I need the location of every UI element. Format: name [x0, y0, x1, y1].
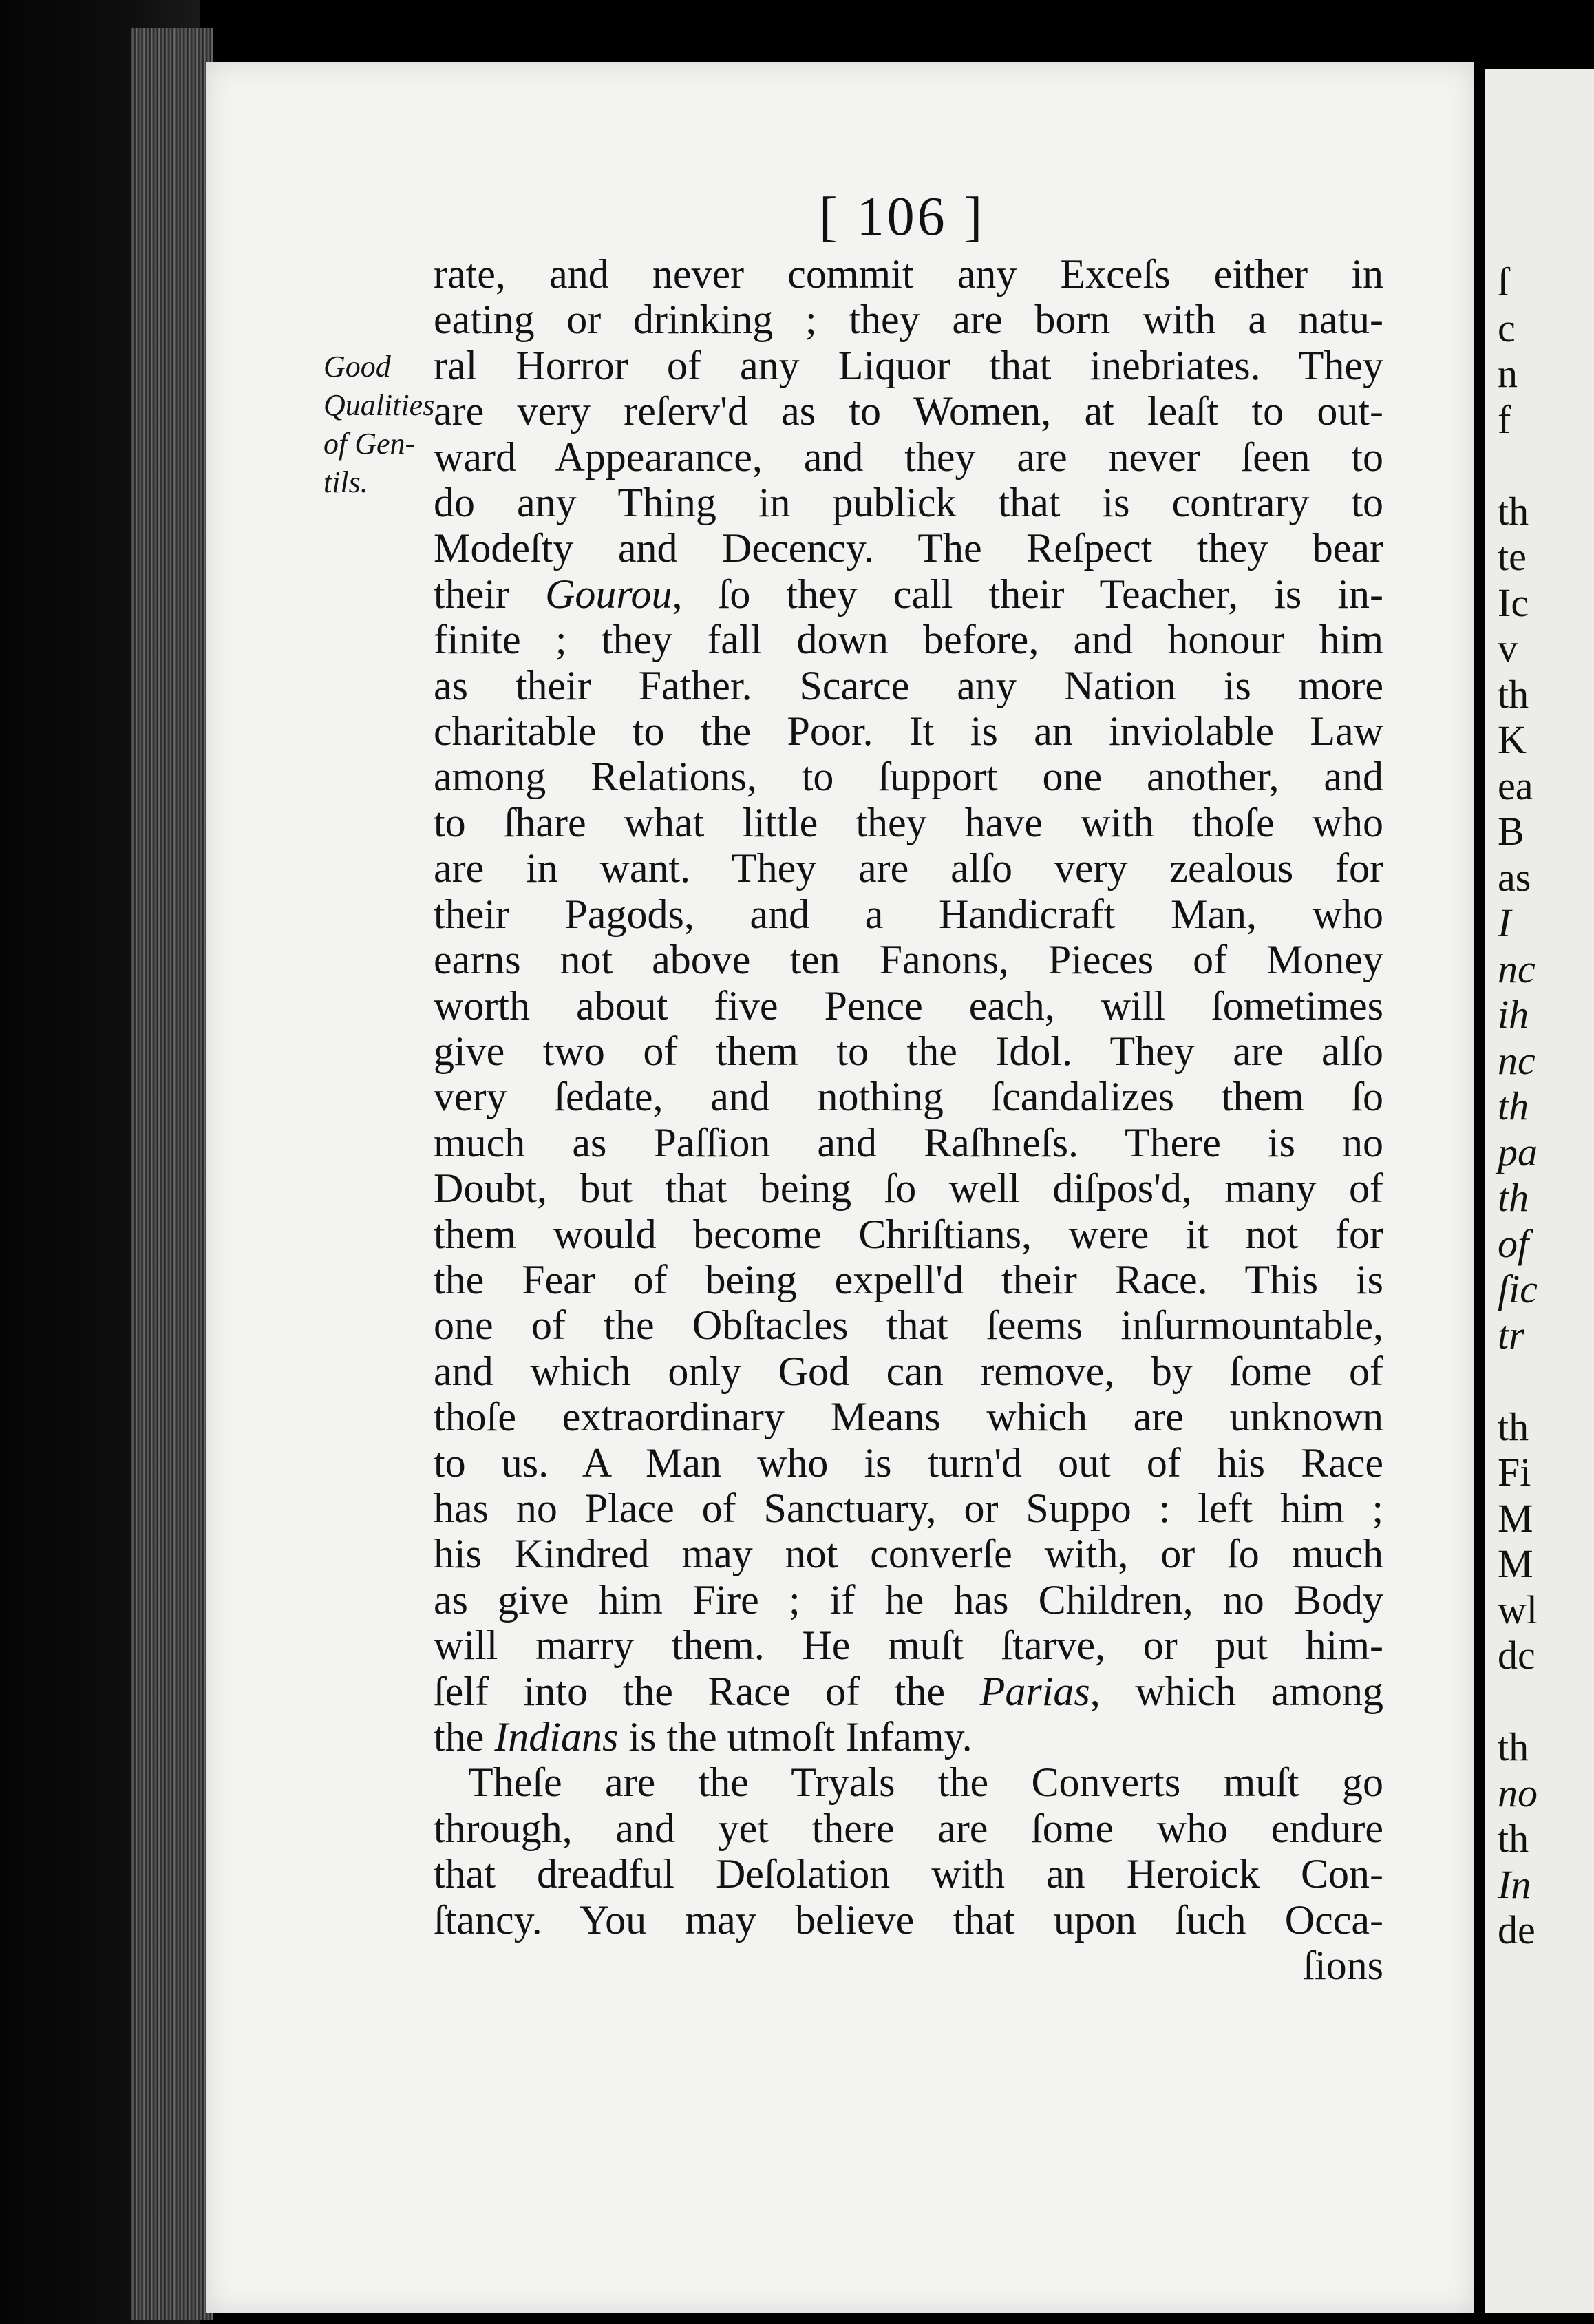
text-line: one of the Obſtacles that ſeems inſurmountable, [434, 1302, 1383, 1349]
facing-text-fragment: ſic [1498, 1267, 1538, 1311]
facing-text-fragment: I [1498, 900, 1511, 945]
facing-text-fragment: M [1498, 1495, 1533, 1541]
text-line: very ſedate, and nothing ſcandalizes them ſo [434, 1074, 1383, 1120]
text-line: their Pagods, and a Handicraft Man, who [434, 891, 1383, 937]
text-line: Doubt, but that being ſo well diſpos'd, many of [434, 1165, 1383, 1212]
text-line: their Gourou, ſo they call their Teacher, is in- [434, 571, 1384, 617]
page-gutter [1474, 0, 1485, 2324]
text-line: the Fear of being expell'd their Race. This is [434, 1256, 1383, 1302]
text-line: eating or drinking ; they are born with a natu- [434, 297, 1383, 343]
text-line: give two of them to the Idol. They are alſo [434, 1028, 1383, 1074]
text-line: worth about five Pence each, will ſometimes [434, 982, 1383, 1028]
facing-text-fragment: wl [1498, 1587, 1538, 1632]
facing-text-fragment: ſ [1498, 260, 1509, 304]
facing-text-fragment: B [1498, 809, 1524, 854]
bleed-through-text [296, 764, 303, 800]
text-line: as their Father. Scarce any Nation is more [434, 662, 1383, 708]
facing-text-fragment: dc [1498, 1633, 1535, 1678]
text-line: his Kindred may not converſe with, or ſo much [434, 1531, 1383, 1577]
text-line: among Relations, to ſupport one another, and [434, 754, 1383, 800]
text-line: the Indians is the utmoſt Infamy. [434, 1714, 973, 1760]
text-line: ſtancy. You may believe that upon ſuch Occa- [434, 1897, 1383, 1943]
text-line: to us. A Man who is turn'd out of his Race [434, 1439, 1383, 1486]
facing-text-fragment: no [1498, 1770, 1538, 1815]
text-line: ſions [1303, 1943, 1383, 1989]
facing-text-fragment: c [1498, 305, 1516, 350]
text-line: has no Place of Sanctuary, or Suppo : left him ; [434, 1485, 1383, 1531]
facing-text-fragment: th [1498, 1724, 1529, 1769]
facing-text-fragment: Fi [1498, 1450, 1531, 1494]
facing-page-fragment [1485, 69, 1594, 2313]
facing-text-fragment: pa [1498, 1129, 1538, 1174]
facing-text-fragment: ih [1498, 992, 1529, 1037]
text-line: will marry them. He muſt ſtarve, or put him- [434, 1623, 1383, 1669]
text-line: as give him Fire ; if he has Children, no Body [434, 1576, 1383, 1623]
text-line: and which only God can remove, by ſome of [434, 1348, 1383, 1394]
text-line: ral Horror of any Liquor that inebriates. They [434, 342, 1383, 388]
text-line: ward Appearance, and they are never ſeen to [434, 434, 1383, 480]
text-line: to ſhare what little they have with thoſe who [434, 799, 1383, 845]
facing-text-fragment: tr [1498, 1312, 1524, 1358]
text-line: them would become Chriſtians, were it not for [434, 1211, 1383, 1257]
facing-text-fragment: th [1498, 1175, 1529, 1220]
page-number: [ 106 ] [819, 187, 986, 247]
facing-text-fragment: n [1498, 351, 1518, 396]
text-line: much as Paſſion and Raſhneſs. There is no [434, 1119, 1383, 1165]
facing-text-fragment: th [1498, 488, 1529, 534]
facing-text-fragment: ea [1498, 763, 1533, 808]
margin-note-line: tils. [323, 465, 368, 499]
text-line: earns not above ten Fanons, Pieces of Money [434, 937, 1383, 983]
facing-text-fragment: v [1498, 626, 1518, 670]
text-line: are very reſerv'd as to Women, at leaſt to out- [434, 388, 1383, 434]
text-line: that dreadful Deſolation with an Heroick Con- [434, 1851, 1383, 1897]
facing-text-fragment: M [1498, 1541, 1533, 1586]
margin-note-line: of Gen- [323, 427, 416, 461]
facing-text-fragment: nc [1498, 1037, 1535, 1083]
facing-text-fragment: K [1498, 717, 1527, 762]
margin-note-line: Good [323, 350, 391, 383]
text-line: charitable to the Poor. It is an inviolable Law [434, 708, 1383, 754]
facing-text-fragment: as [1498, 854, 1531, 900]
text-line: finite ; they fall down before, and honour him [434, 617, 1383, 663]
text-line: thoſe extraordinary Means which are unknown [434, 1394, 1383, 1440]
facing-text-fragment: th [1498, 1816, 1529, 1861]
facing-text-fragment: th [1498, 671, 1529, 717]
facing-text-fragment: Ic [1498, 580, 1529, 625]
text-line: rate, and never commit any Exceſs either in [434, 251, 1383, 297]
facing-text-fragment: th [1498, 1404, 1529, 1449]
facing-text-fragment: f [1498, 397, 1511, 442]
facing-text-fragment: of [1498, 1221, 1529, 1266]
text-line: ſelf into the Race of the Parias, which among [434, 1668, 1383, 1714]
facing-text-fragment: te [1498, 534, 1527, 579]
text-line: are in want. They are alſo very zealous for [434, 845, 1383, 891]
page-stack-edges [131, 28, 213, 2320]
text-line: Modeſty and Decency. The Reſpect they bear [434, 525, 1383, 571]
body-text [434, 251, 1383, 1988]
text-line: Theſe are the Tryals the Converts muſt go [468, 1760, 1383, 1806]
margin-note-line: Qualities [323, 388, 435, 422]
facing-text-fragment: In [1498, 1861, 1531, 1907]
facing-text-fragment: nc [1498, 946, 1535, 991]
text-line: through, and yet there are ſome who endure [434, 1805, 1383, 1851]
facing-text-fragment: de [1498, 1908, 1535, 1952]
facing-text-fragment: th [1498, 1084, 1529, 1128]
text-line: do any Thing in publick that is contrary to [434, 480, 1383, 526]
